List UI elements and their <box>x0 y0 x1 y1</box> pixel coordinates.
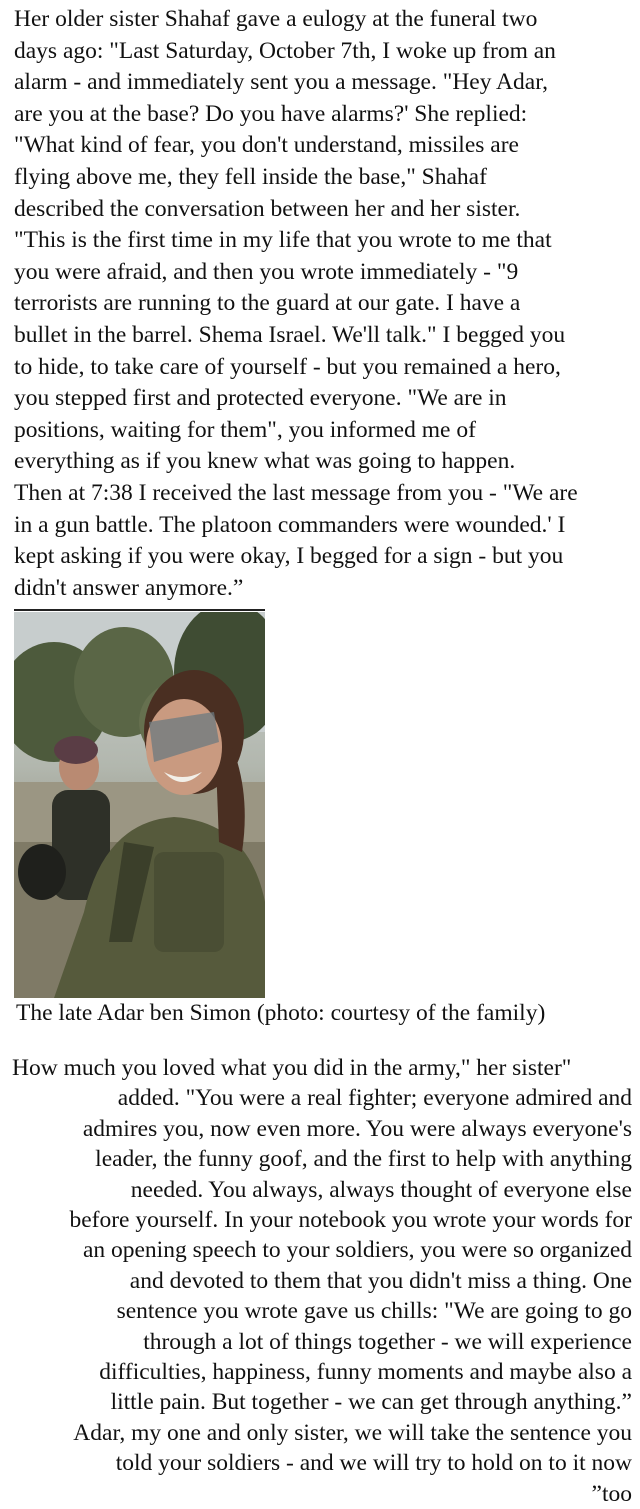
paragraph-line: "This is the first time in my life that you wrote to me that <box>14 227 552 254</box>
article-paragraph-top <box>14 4 634 604</box>
paragraph-line: and devoted to them that you didn't miss a thing. One <box>129 1267 632 1294</box>
article-paragraph-bottom <box>6 1053 632 1509</box>
paragraph-line: ”too <box>591 1480 632 1507</box>
paragraph-line: "What kind of fear, you don't understand, missiles are <box>14 132 519 159</box>
soldier-photo <box>14 612 265 998</box>
paragraph-line: difficulties, happiness, funny moments and maybe also a <box>99 1359 632 1386</box>
paragraph-line: Adar, my one and only sister, we will take the sentence you <box>73 1419 632 1446</box>
paragraph-line: sentence you wrote gave us chills: "We are going to go <box>116 1298 632 1325</box>
paragraph-line: needed. You always, always thought of everyone else <box>130 1176 632 1203</box>
paragraph-line: added. "You were a real fighter; everyone admired and <box>117 1085 632 1112</box>
paragraph-line: described the conversation between her and her sister. <box>14 195 521 222</box>
paragraph-line: to hide, to take care of yourself - but you remained a hero, <box>14 353 561 380</box>
paragraph-line: before yourself. In your notebook you wrote your words for <box>69 1207 632 1234</box>
paragraph-line: told your soldiers - and we will try to hold on to it now <box>115 1450 632 1477</box>
paragraph-line: positions, waiting for them", you informed me of <box>14 416 476 443</box>
paragraph-line: Then at 7:38 I received the last message from you - "We are <box>14 479 578 506</box>
paragraph-line: terrorists are running to the guard at our gate. I have a <box>14 290 521 317</box>
paragraph-line: an opening speech to your soldiers, you were so organized <box>82 1237 632 1264</box>
paragraph-line: everything as if you knew what was going to happen. <box>14 448 516 475</box>
paragraph-line: kept asking if you were okay, I begged for a sign - but you <box>14 543 564 570</box>
paragraph-line: little pain. But together - we can get through anything.” <box>110 1389 632 1416</box>
paragraph-line: admires you, now even more. You were always everyone's <box>82 1115 632 1142</box>
paragraph-line: bullet in the barrel. Shema Israel. We'll talk." I begged you <box>14 321 566 348</box>
paragraph-line: through a lot of things together - we will experience <box>143 1328 632 1355</box>
paragraph-line: are you at the base? Do you have alarms?' She replied: <box>14 100 528 127</box>
paragraph-line: days ago: "Last Saturday, October 7th, I woke up from an <box>14 37 556 64</box>
paragraph-line: How much you loved what you did in the army," her sister" <box>12 1055 572 1081</box>
paragraph-line: in a gun battle. The platoon commanders were wounded.' I <box>14 511 566 538</box>
paragraph-line: flying above me, they fell inside the base," Shahaf <box>14 163 487 190</box>
photo-divider <box>14 609 265 611</box>
paragraph-line: you were afraid, and then you wrote immediately - "9 <box>14 258 519 285</box>
paragraph-line: leader, the funny goof, and the first to help with anything <box>95 1146 632 1173</box>
paragraph-line: you stepped first and protected everyone. "We are in <box>14 385 507 412</box>
photo-caption: The late Adar ben Simon (photo: courtesy of the family) <box>16 1000 546 1026</box>
paragraph-line: Her older sister Shahaf gave a eulogy at the funeral two <box>14 6 538 32</box>
paragraph-line: didn't answer anymore.” <box>14 574 244 601</box>
paragraph-line: alarm - and immediately sent you a message. "Hey Adar, <box>14 69 548 96</box>
